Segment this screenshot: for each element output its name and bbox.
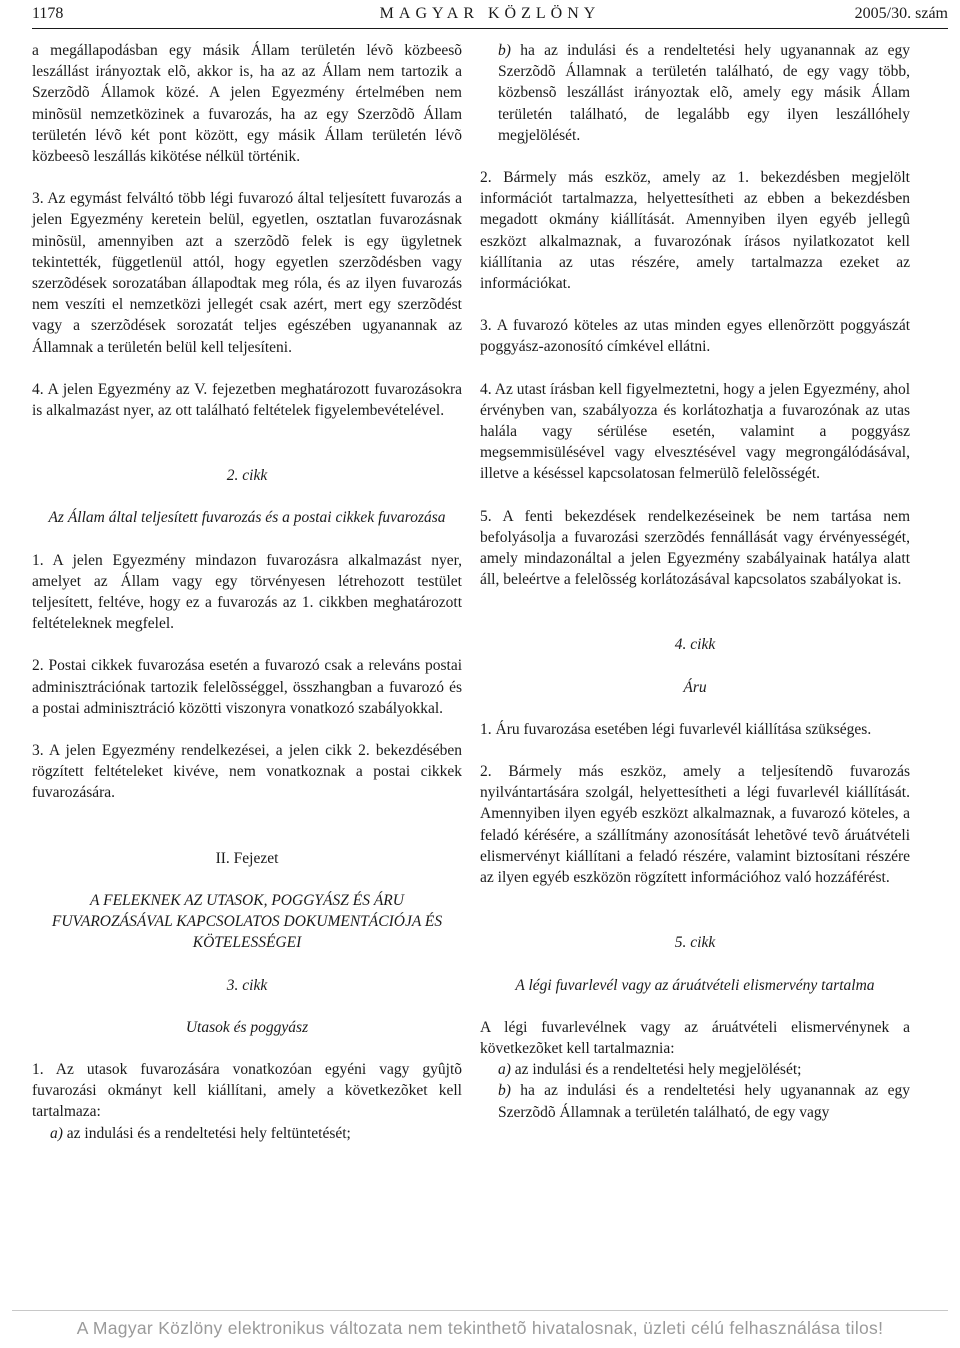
header-rule xyxy=(32,28,948,29)
list-text: ha az indulási és a rendeltetési hely ugyanannak az egy Szerzõdõ Államnak a területén található, de egy vagy több, közbensõ leszállást irányoztak elõ, amely egy másik Állam területén található, de legalább egy ilyen leszállóhely megjelölését. xyxy=(498,42,910,144)
paragraph: a megállapodásban egy másik Állam területén lévõ közbeesõ leszállást irányoztak elõ, akkor is, ha az az Állam nem tartozik a Szerzõdõ Államok közé. A jelen Egyezmény értelmében nem minõsül nemzetközinek a fuvarozás, ha az egy Szerzõdõ Állam területén lévõ két pont között, egy másik Állam területén lévõ közbeesõ leszállás kikötése nélkül történik. xyxy=(32,42,462,166)
list-item xyxy=(480,1059,910,1080)
right-column xyxy=(480,40,910,1123)
article-title: Áru xyxy=(683,678,707,696)
publication-title: MAGYAR KÖZLÖNY xyxy=(379,5,601,22)
issue-number: 2005/30. szám xyxy=(854,5,948,22)
list-label: a) xyxy=(50,1124,63,1142)
list-text: az indulási és a rendeltetési hely feltüntetését; xyxy=(62,1124,351,1142)
article-title: A légi fuvarlevél vagy az áruátvételi elismervény tartalma xyxy=(515,976,875,994)
left-column xyxy=(32,40,462,1144)
article-title: Az Állam által teljesített fuvarozás és a postai cikkek fuvarozása xyxy=(48,509,446,527)
footer-notice: A Magyar Közlöny elektronikus változata nem tekinthetõ hivatalosnak, üzleti célú felhasználása tilos! xyxy=(76,1318,884,1338)
list-label: b) xyxy=(498,42,511,59)
article-number: 2. cikk xyxy=(226,467,268,485)
page-header xyxy=(32,2,948,28)
list-item xyxy=(480,40,910,146)
chapter-title: A FELEKNEK AZ UTASOK, POGGYÁSZ ÉS ÁRU FUVAROZÁSÁVAL KAPCSOLATOS DOKUMENTÁCIÓJA ÉS KÖTELESSÉGEI xyxy=(51,891,443,952)
paragraph: 3. Az egymást felváltó több légi fuvarozó által teljesített fuvarozás a jelen Egyezmény keretein belül, egyetlen, osztatlan fuvarozásnak minõsül, amennyiben azt a szerzõdõ felek is egy ügyletnek tekintették, függetlenül attól, hogy egyetlen szerzõdésben vagy szerzõdések sorozatában állapodtak meg róla, és az ilyen fuvarozás nem veszíti el nemzetközi jellegét csak azért, mert egy szerzõdést vagy a szerzõdések sorozatát teljes egészében ugyanannak az Államnak a területén belül kell teljesíteni. xyxy=(32,190,462,356)
paragraph: 2. Bármely más eszköz, amely a teljesítendõ fuvarozás nyilvántartására szolgál, helyettesítheti a légi fuvarlevél kiállítását. Amennyiben ilyen egyéb eszközt alkalmaznak, a fuvarozó köteles, a feladó kérésére, a szállítmány azonosítását lehetõvé tevõ áruátvételi elismervényt kiállítani a feladó részére, valamint biztosítani részére az ilyen egyéb eszközön rögzített információhoz való hozzáférést. xyxy=(480,763,910,887)
paragraph: 1. A jelen Egyezmény mindazon fuvarozásra alkalmazást nyer, amelyet az Állam vagy egy törvényesen létrehozott testület teljesített, feltéve, hogy ez a fuvarozás az 1. cikkben meghatározott feltételeknek megfelel. xyxy=(32,551,462,633)
paragraph: 1. Az utasok fuvarozására vonatkozóan egyéni vagy gyûjtõ fuvarozási okmányt kell kiállítani, amely a következõket kell tartalmaza: xyxy=(32,1060,462,1121)
chapter-number: II. Fejezet xyxy=(215,849,279,867)
paragraph: 5. A fenti bekezdések rendelkezéseinek be nem tartása nem befolyásolja a fuvarozási szerzõdés fennállását vagy érvényességét, amely mindazonáltal a jelen Egyezmény szabályainak hatálya alatt áll, beleértve a felelõsség korlátozásával kapcsolatos szabályokat is. xyxy=(480,507,910,589)
article-title: Utasok és poggyász xyxy=(185,1018,309,1036)
list-label: a) xyxy=(498,1061,511,1079)
paragraph: 2. Bármely más eszköz, amely az 1. bekezdésben megjelölt információt tartalmazza, helyettesítheti az ebben a bekezdésben megadott okmány kiállítását. Amennyiben ilyen egyéb jellegû eszközt alkalmaznak, a fuvarozónak írásos nyilatkozatot kell kiállítania az utas részére, amely tartalmazza ezeket az információkat. xyxy=(480,169,910,293)
page-number: 1178 xyxy=(32,5,64,22)
article-number: 3. cikk xyxy=(226,976,268,994)
paragraph: 3. A jelen Egyezmény rendelkezései, a jelen cikk 2. bekezdésében rögzített feltételeket kivéve, nem vonatkoznak a postai cikkek fuvarozására. xyxy=(32,742,462,802)
list-item xyxy=(480,1080,910,1122)
paragraph: 4. A jelen Egyezmény az V. fejezetben meghatározott fuvarozásokra is alkalmazást nyer, az ott található feltételek figyelembevételével. xyxy=(32,380,462,420)
article-number: 5. cikk xyxy=(674,934,716,952)
list-text: ha az indulási és a rendeltetési hely ugyanannak az egy Szerzõdõ Államnak a területén található, de egy vagy xyxy=(498,1082,910,1121)
paragraph: 1. Áru fuvarozása esetében légi fuvarlevél kiállítása szükséges. xyxy=(480,720,872,738)
paragraph: 3. A fuvarozó köteles az utas minden egyes ellenõrzött poggyászát poggyász-azonosító címkével ellátni. xyxy=(480,317,910,356)
paragraph: A légi fuvarlevélnek vagy az áruátvételi elismervénynek a következõket kell tartalmaznia: xyxy=(480,1018,910,1057)
list-item xyxy=(32,1123,462,1144)
footer-rule xyxy=(12,1310,948,1311)
article-number: 4. cikk xyxy=(674,636,716,654)
list-text: az indulási és a rendeltetési hely megjelölését; xyxy=(510,1061,802,1079)
paragraph: 4. Az utast írásban kell figyelmeztetni, hogy a jelen Egyezmény, ahol érvényben van, szabályozza és korlátozhatja a fuvarozónak az utas halála vagy sérülése esetén, valamint a poggyász megsemmisülésével vagy elvesztésével vagy megrongálódásával, illetve a késéssel kapcsolatosan felmerülõ felelõsségét. xyxy=(480,380,910,483)
paragraph: 2. Postai cikkek fuvarozása esetén a fuvarozó csak a releváns postai adminisztrációnak tartozik felelõsséggel, összhangban a fuvarozó és a postai adminisztráció közötti viszonyra vonatkozó szabályokkal. xyxy=(32,657,462,717)
list-label: b) xyxy=(498,1082,511,1100)
